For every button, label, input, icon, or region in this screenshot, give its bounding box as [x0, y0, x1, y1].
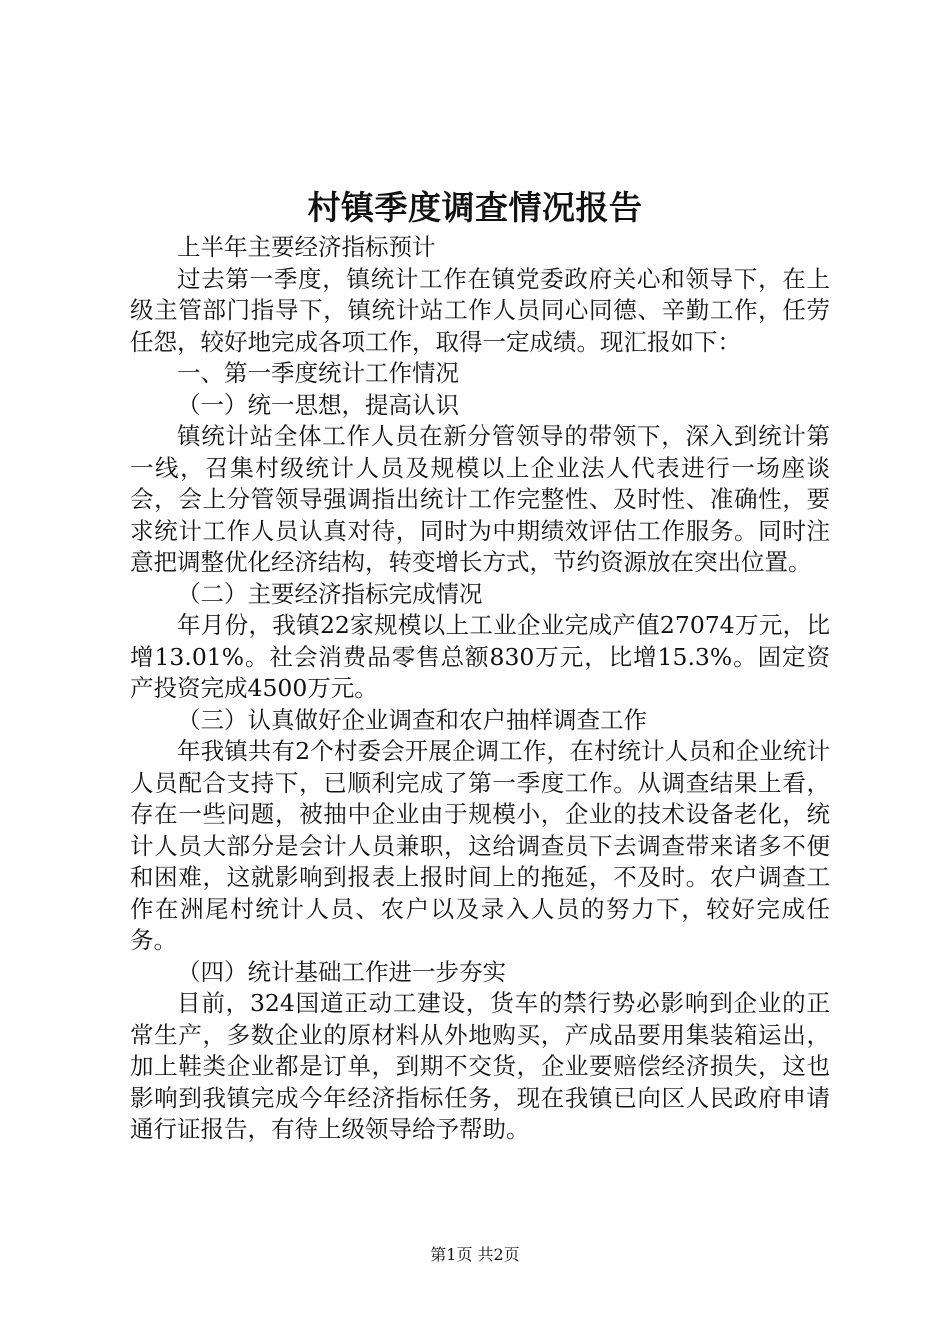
- paragraph-body-4: 目前，324国道正动工建设，货车的禁行势必影响到企业的正常生产，多数企业的原材料从外地购买，产成品要用集装箱运出，加上鞋类企业都是订单，到期不交货，企业要赔偿经济损失，这也影响到我镇完成今年经济指标任务，现在我镇已向区人民政府申请通行证报告，有待上级领导给予帮助。: [130, 989, 830, 1143]
- paragraph-heading-forecast: 上半年主要经济指标预计: [177, 233, 436, 261]
- paragraph-body-2: 年月份，我镇22家规模以上工业企业完成产值27074万元，比增13.01%。社会消费品零售总额830万元，比增15.3%。固定资产投资完成4500万元。: [130, 611, 830, 702]
- subsection-heading-3: （三）认真做好企业调查和农户抽样调查工作: [177, 705, 647, 734]
- section-heading-1: 一、第一季度统计工作情况: [177, 359, 459, 387]
- document-title: 村镇季度调查情况报告: [307, 188, 643, 227]
- subsection-heading-2: （二）主要经济指标完成情况: [177, 579, 483, 608]
- paragraph-body-1: 镇统计站全体工作人员在新分管领导的带领下，深入到统计第一线，召集村级统计人员及规模以上企业法人代表进行一场座谈会，会上分管领导强调指出统计工作完整性、及时性、准确性，要求统计工作人员认真对待，同时为中期绩效评估工作服务。同时注意把调整优化经济结构，转变增长方式，节约资源放在突出位置。: [130, 422, 830, 576]
- paragraph-intro: 过去第一季度，镇统计工作在镇党委政府关心和领导下，在上级主管部门指导下，镇统计站工作人员同心同德、辛勤工作，任劳任怨，较好地完成各项工作，取得一定成绩。现汇报如下：: [130, 264, 830, 356]
- subsection-heading-4: （四）统计基础工作进一步夯实: [177, 957, 506, 986]
- page-footer: 第1页 共2页: [430, 1245, 520, 1264]
- subsection-heading-1: （一）统一思想，提高认识: [177, 390, 459, 419]
- document-body: [130, 232, 830, 1146]
- paragraph-body-3: 年我镇共有2个村委会开展企调工作，在村统计人员和企业统计人员配合支持下，已顺利完成了第一季度工作。从调查结果上看，存在一些问题，被抽中企业由于规模小，企业的技术设备老化，统计人员大部分是会计人员兼职，这给调查员下去调查带来诸多不便和困难，这就影响到报表上报时间上的拖延，不及时。农户调查工作在洲尾村统计人员、农户以及录入人员的努力下，较好完成任务。: [130, 737, 830, 954]
